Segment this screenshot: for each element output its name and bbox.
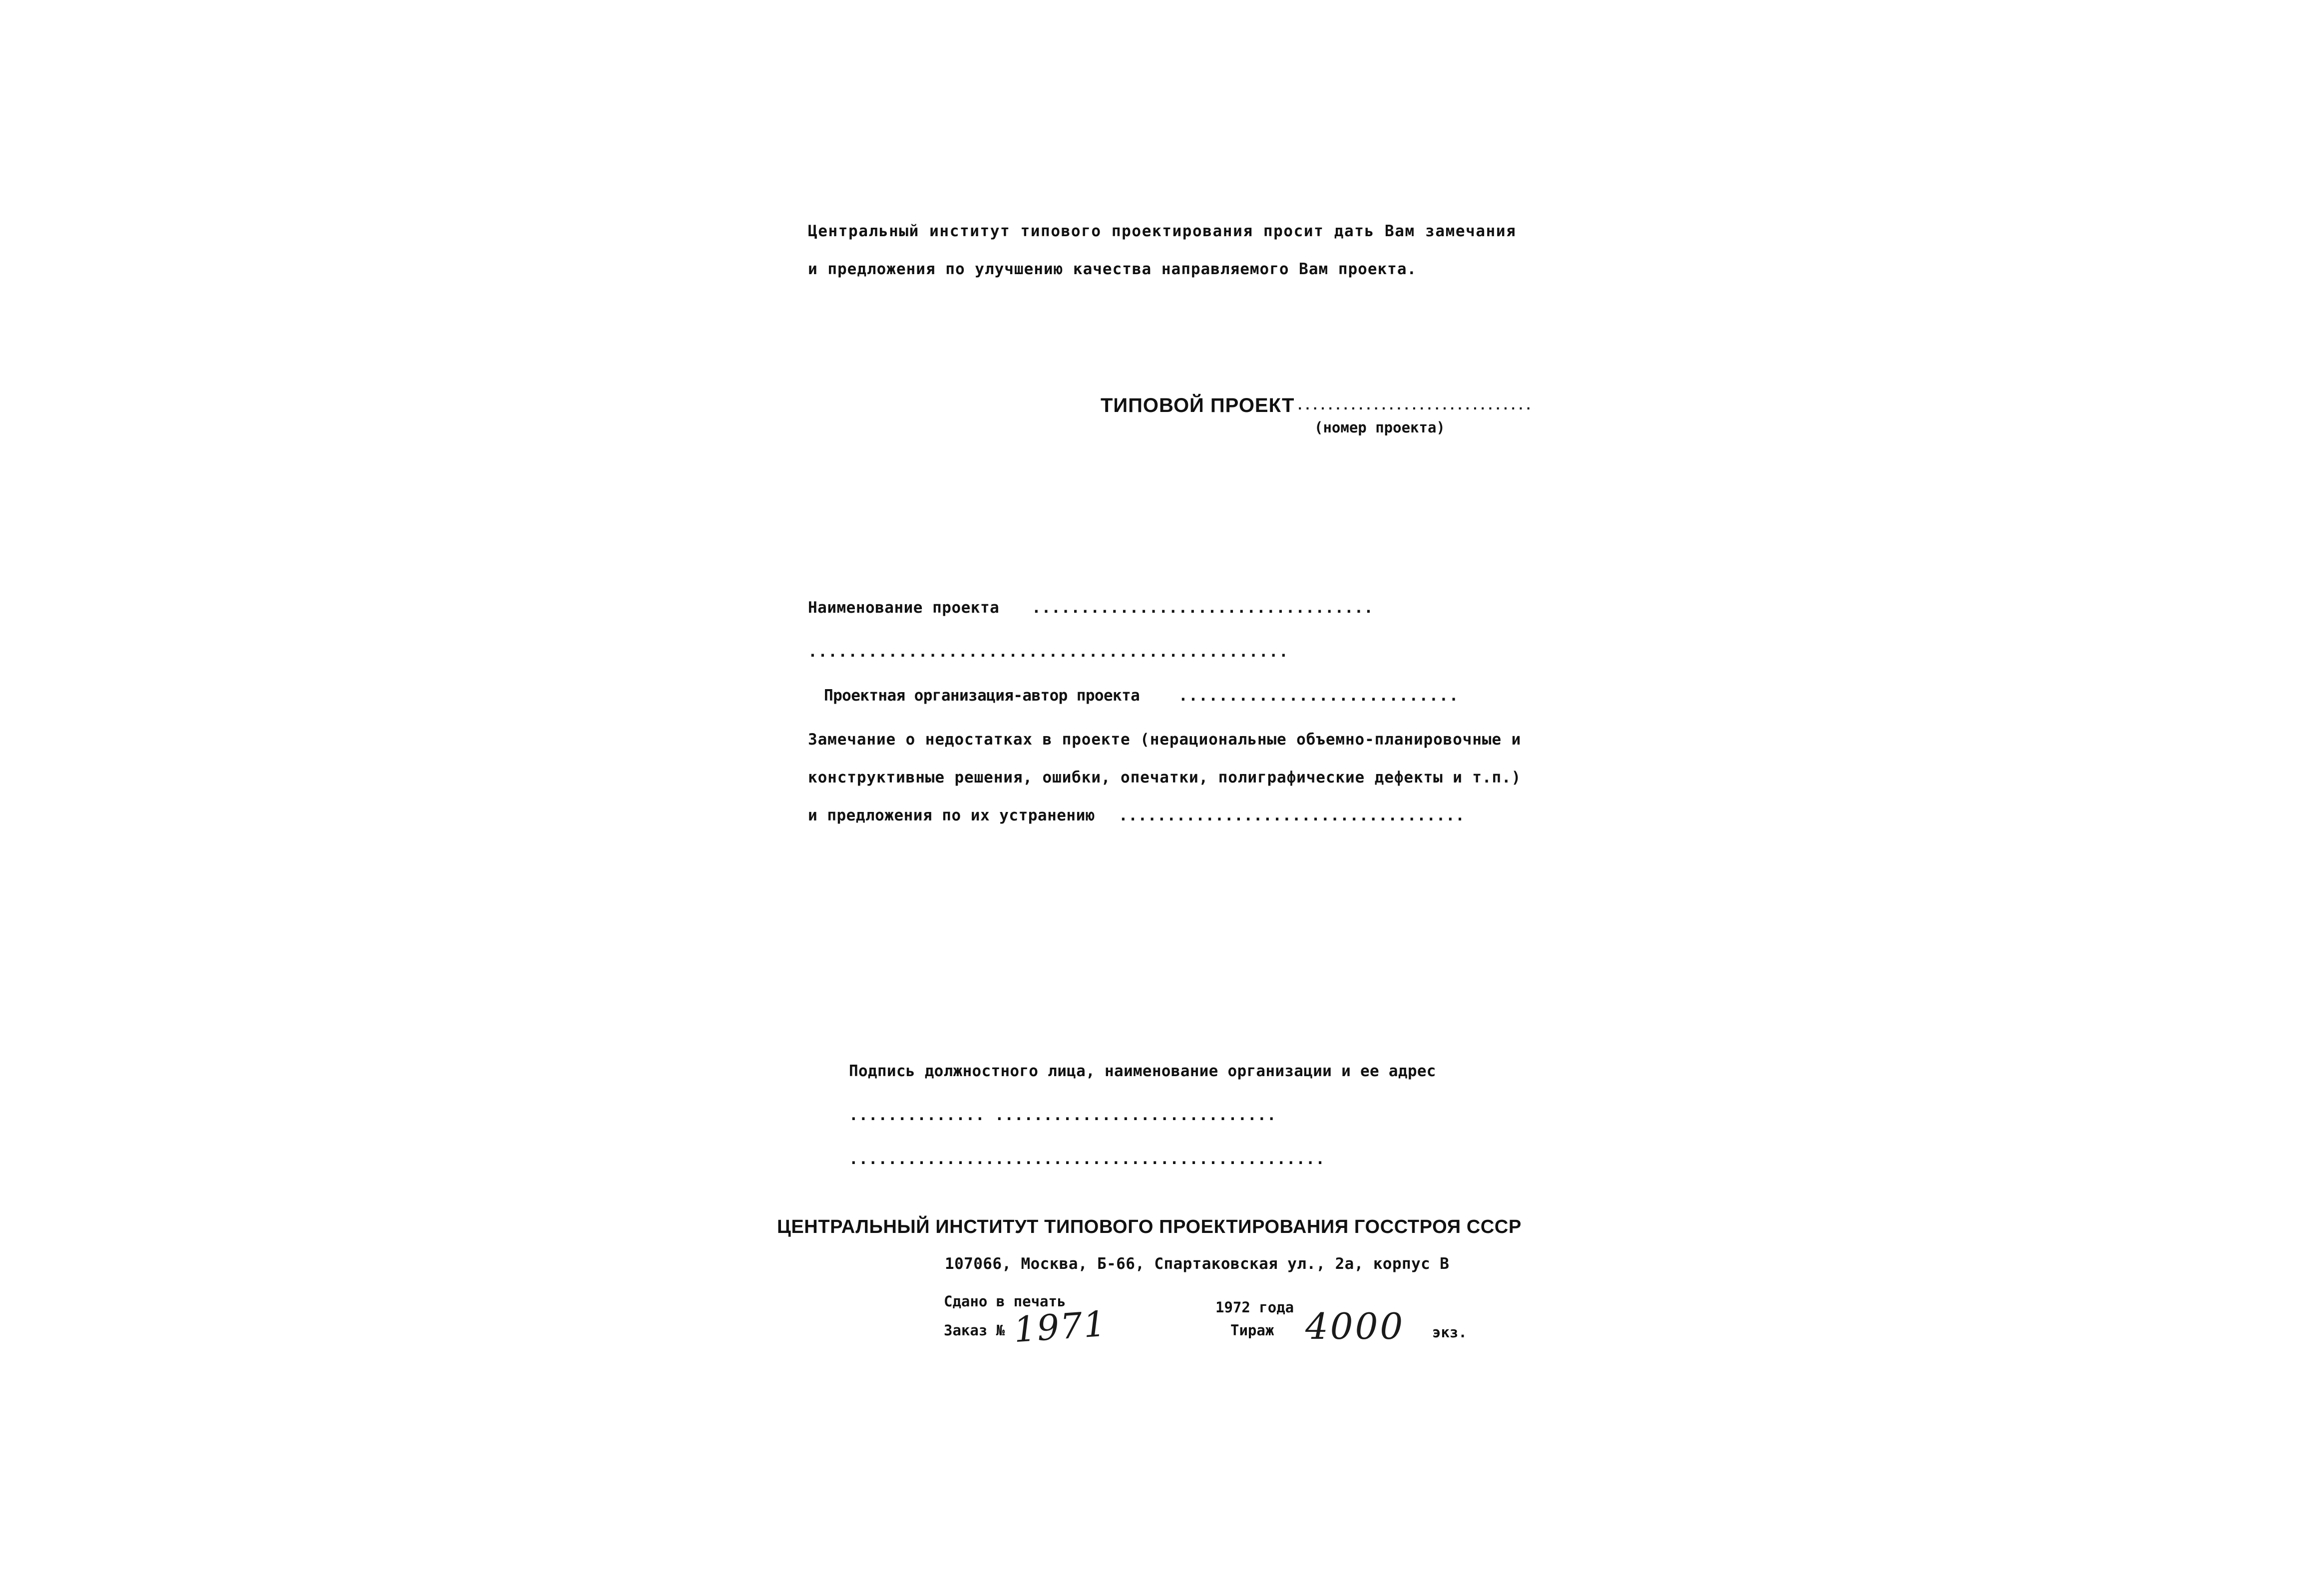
- remarks-line-3-label: и предложения по их устранению: [808, 806, 1095, 824]
- remarks-line-3-dots: ....................................: [1119, 806, 1465, 824]
- project-number-label: ТИПОВОЙ ПРОЕКТ: [1101, 395, 1295, 416]
- sent-to-print-label: Сдано в печать: [944, 1293, 1066, 1310]
- project-name-dots-2: ................................................: [808, 643, 1289, 661]
- project-number-caption: (номер проекта): [1314, 419, 1445, 436]
- print-run-label: Тираж: [1230, 1322, 1274, 1339]
- print-run-handwritten: 4000: [1305, 1305, 1405, 1347]
- project-name-label: Наименование проекта: [808, 599, 1000, 617]
- signature-label: Подпись должностного лица, наименование организации и ее адрес: [849, 1062, 1436, 1080]
- author-org-label: Проектная организация-автор проекта: [824, 687, 1140, 705]
- order-number-label: Заказ №: [944, 1322, 1005, 1339]
- intro-line-2: и предложения по улучшению качества направляемого Вам проекта.: [808, 260, 1417, 278]
- footer-address: 107066, Москва, Б-66, Спартаковская ул., 2а, корпус В: [945, 1255, 1450, 1273]
- project-name-dots: ...................................: [1032, 599, 1374, 617]
- remarks-line-1: Замечание о недостатках в проекте (нерациональные объемно-планировочные и: [808, 731, 1522, 749]
- footer-org-name: ЦЕНТРАЛЬНЫЙ ИНСТИТУТ ТИПОВОГО ПРОЕКТИРОВАНИЯ ГОССТРОЯ СССР: [777, 1216, 1522, 1237]
- print-year: 1972 года: [1215, 1299, 1294, 1316]
- order-number-handwritten: 1971: [1012, 1303, 1108, 1351]
- print-run-unit: экз.: [1432, 1324, 1467, 1341]
- project-number-dots: ...............................: [1296, 398, 1533, 412]
- intro-line-1: Центральный институт типового проектирования просит дать Вам замечания: [808, 222, 1517, 240]
- author-org-dots: ............................: [1178, 687, 1459, 705]
- signature-dots-1: .............. .............................: [849, 1106, 1277, 1124]
- signature-dots-2: .................................................: [849, 1150, 1325, 1168]
- remarks-line-2: конструктивные решения, ошибки, опечатки, полиграфические дефекты и т.п.): [808, 769, 1522, 787]
